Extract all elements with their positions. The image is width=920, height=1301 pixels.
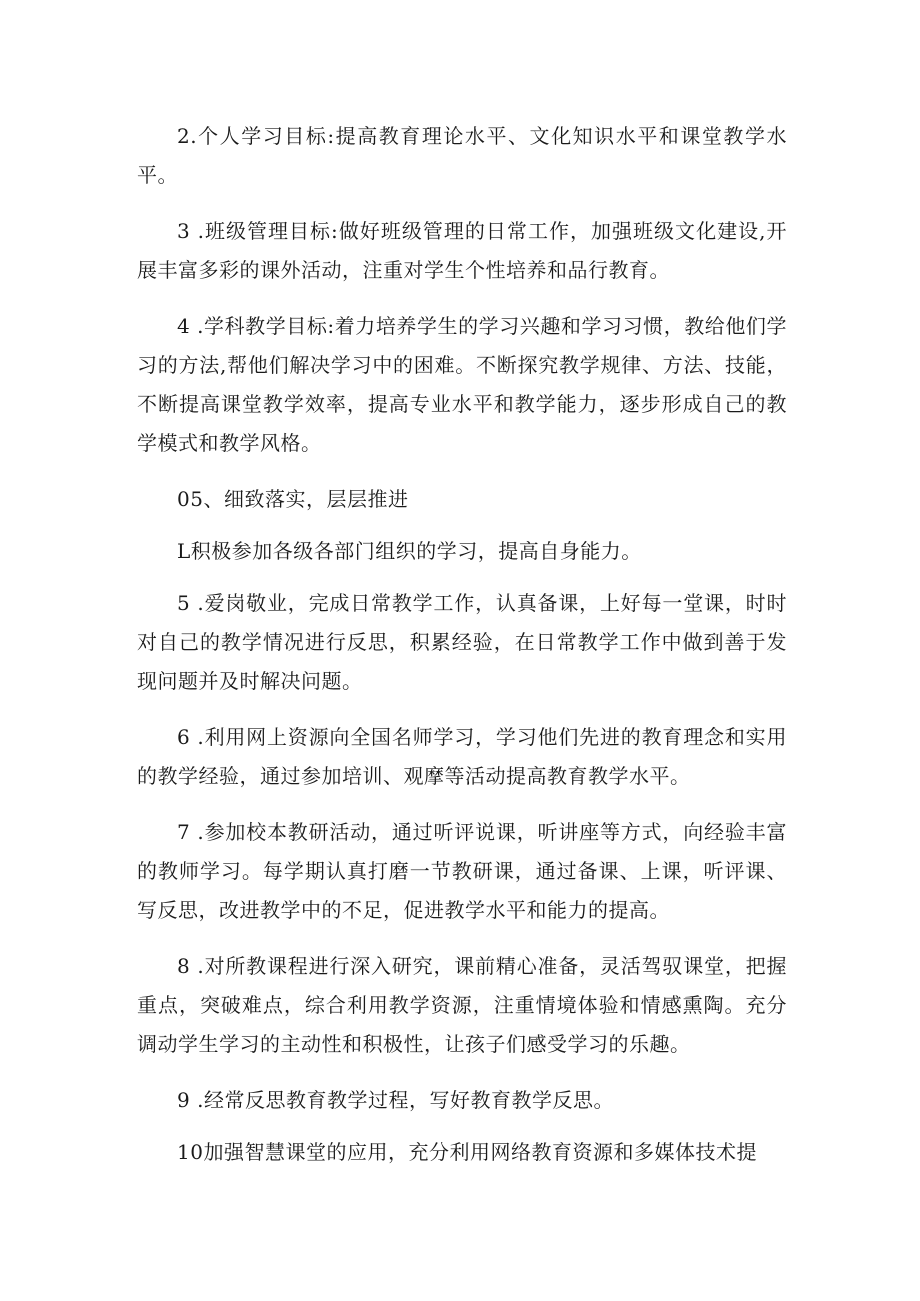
paragraph-class-management: 3 .班级管理目标:做好班级管理的日常工作，加强班级文化建设,开展丰富多彩的课外活动，注重对学生个性培养和品行教育。 — [137, 219, 787, 282]
paragraph-item-9: 9 .经常反思教育教学过程，写好教育教学反思。 — [177, 1088, 614, 1112]
paragraph-item-7: 7 .参加校本教研活动，通过听评说课，听讲座等方式，向经验丰富的教师学习。每学期认真打磨一节教研课，通过备课、上课，听评课、写反思，改进教学中的不足，促进教学水平和能力的提高。 — [137, 820, 787, 922]
paragraph-item-10: 10加强智慧课堂的应用，充分利用网络教育资源和多媒体技术提 — [177, 1140, 757, 1164]
paragraph-item-1: L积极参加各级各部门组织的学习，提高自身能力。 — [177, 539, 642, 563]
section-heading-05: 05、细致落实，层层推进 — [177, 487, 409, 511]
paragraph-item-8: 8 .对所教课程进行深入研究，课前精心准备，灵活驾驭课堂，把握重点，突破难点，综合利用教学资源，注重情境体验和情感熏陶。充分调动学生学习的主动性和积极性，让孩子们感受学习的乐趣。 — [137, 954, 787, 1056]
document-body — [137, 117, 787, 1189]
paragraph-item-5: 5 .爱岗敬业，完成日常教学工作，认真备课，上好每一堂课，时时对自己的教学情况进行反思，积累经验，在日常教学工作中做到善于发现问题并及时解决问题。 — [137, 591, 787, 693]
paragraph-personal-goal: 2.个人学习目标:提高教育理论水平、文化知识水平和课堂教学水平。 — [137, 124, 787, 187]
paragraph-subject-teaching: 4 .学科教学目标:着力培养学生的学习兴趣和学习习惯，教给他们学习的方法,帮他们解决学习中的困难。不断探究教学规律、方法、技能，不断提高课堂教学效率，提高专业水平和教学能力，逐步形成自己的教学模式和教学风格。 — [137, 314, 787, 455]
paragraph-item-6: 6 .利用网上资源向全国名师学习，学习他们先进的教育理念和实用的教学经验，通过参加培训、观摩等活动提高教育教学水平。 — [137, 725, 787, 788]
